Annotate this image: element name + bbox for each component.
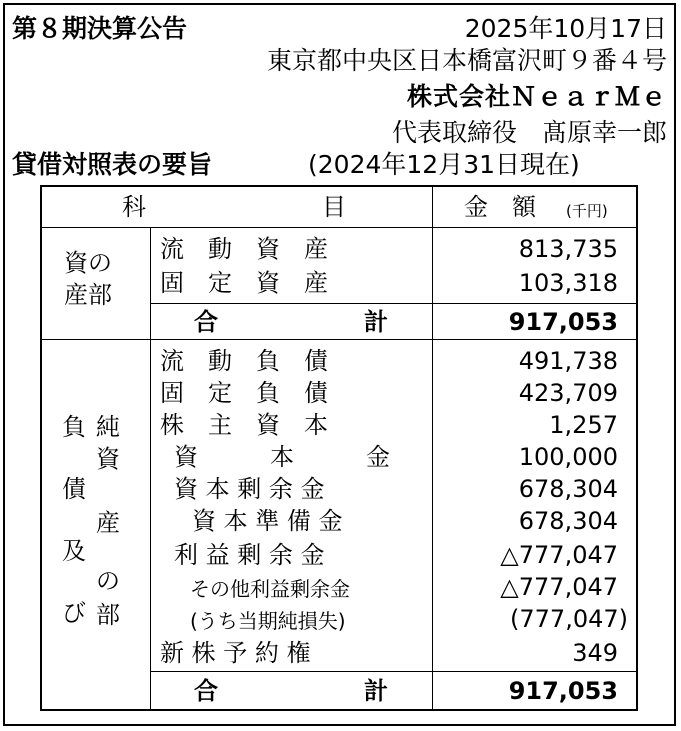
total-value: 917,053	[508, 677, 618, 705]
section-label-assets: 産部	[64, 281, 112, 309]
total-value: 917,053	[508, 308, 618, 336]
section-label-liabilities: 負	[62, 413, 86, 441]
row-label: 資 本 準 備 金	[192, 507, 343, 535]
column-header-item: 目	[322, 193, 346, 221]
section-label-liabilities: 債	[62, 475, 86, 503]
section-label-net-assets: 部	[96, 601, 120, 629]
row-label: 新 株 予 約 権	[160, 639, 311, 667]
row-label: 流 動 負 債	[160, 347, 328, 375]
row-value: 349	[572, 639, 618, 667]
section-label-liabilities: び	[62, 599, 86, 627]
column-header-amount: 金 額	[464, 193, 536, 221]
row-value: 100,000	[518, 443, 618, 471]
row-label: 固 定 資 産	[160, 269, 328, 297]
row-value: 423,709	[518, 379, 618, 407]
total-label: 計	[364, 308, 388, 336]
row-label: 株 主 資 本	[160, 411, 328, 439]
row-value: 1,257	[549, 411, 618, 439]
notice-title: 第８期決算公告	[12, 14, 188, 43]
row-label: その他利益剰余金	[190, 577, 350, 601]
row-label: 利 益 剰 余 金	[174, 541, 325, 569]
divider	[150, 227, 151, 709]
row-label: (うち当期純損失)	[190, 609, 346, 633]
balance-sheet-date: (2024年12月31日現在)	[308, 150, 580, 179]
divider	[42, 227, 636, 228]
row-label: 流 動 資 産	[160, 235, 328, 263]
row-label: 資 本 金	[174, 443, 390, 471]
representative: 代表取締役 髙原幸一郎	[391, 118, 667, 147]
row-value: △777,047	[500, 541, 618, 569]
row-value: 678,304	[518, 507, 618, 535]
row-value: (777,047)	[510, 605, 628, 633]
total-label: 計	[364, 677, 388, 705]
row-label: 固 定 負 債	[160, 379, 328, 407]
total-label: 合	[194, 677, 218, 705]
balance-sheet-table	[40, 185, 638, 711]
column-header-unit: (千円)	[566, 202, 608, 220]
total-label: 合	[194, 308, 218, 336]
company-address: 東京都中央区日本橋富沢町９番４号	[266, 46, 667, 75]
column-header-item: 科	[122, 193, 146, 221]
divider	[150, 671, 636, 672]
divider	[150, 303, 636, 304]
divider	[432, 187, 433, 709]
section-label-net-assets: の	[96, 567, 120, 595]
row-value: 813,735	[518, 235, 618, 263]
section-label-net-assets: 資	[96, 445, 120, 473]
row-value: △777,047	[500, 573, 618, 601]
balance-sheet-title: 貸借対照表の要旨	[12, 150, 213, 179]
row-value: 103,318	[518, 269, 618, 297]
company-name: 株式会社ＮｅａｒＭｅ	[406, 82, 667, 111]
row-label: 資 本 剰 余 金	[174, 475, 325, 503]
section-label-assets: 資の	[64, 249, 112, 277]
row-value: 678,304	[518, 475, 618, 503]
notice-date: 2025年10月17日	[464, 14, 667, 43]
divider	[42, 339, 636, 340]
section-label-net-assets: 産	[96, 509, 120, 537]
section-label-liabilities: 及	[62, 537, 86, 565]
section-label-net-assets: 純	[96, 413, 120, 441]
row-value: 491,738	[518, 347, 618, 375]
